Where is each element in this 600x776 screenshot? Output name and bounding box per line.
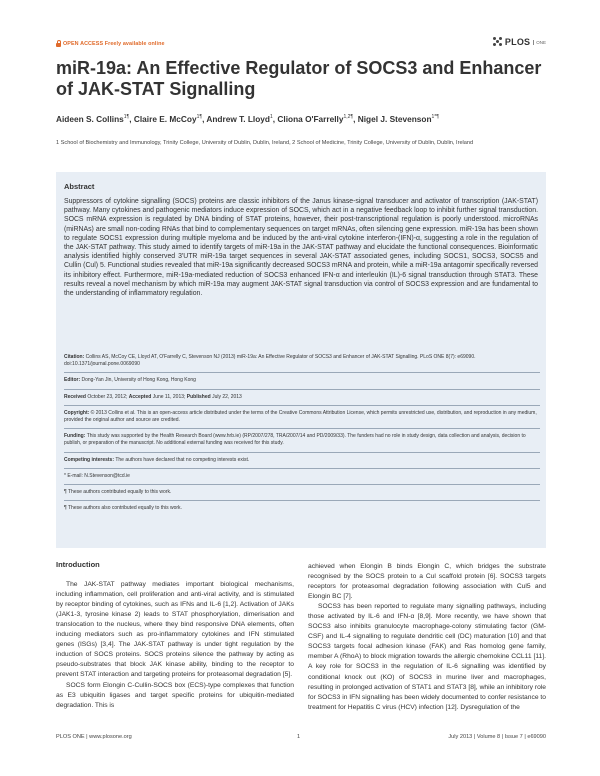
journal-header: [56, 37, 546, 54]
article-title: miR-19a: An Effective Regulator of SOCS3 and Enhancer of JAK-STAT Signalling: [56, 58, 542, 99]
divider: [64, 372, 540, 373]
author-list: Aideen S. Collins$^{1\P}$, Claire E. McCoy$^{1\P}$, Andrew T. Lloyd$^1$, Cliona O'Farrelly$^{1,2\P}$, Nigel J. Stevenson$^{1*\P}$: [56, 114, 439, 124]
page-number: 1: [297, 734, 301, 740]
paragraph: SOCS3 has been reported to regulate many signalling pathways, including those activated by IL-6 and IFN-α [8,9]. More recently, we have shown that SOCS3 also inhibits granulocyte macrophage-colony stimulating factor (GM-CSF) and IL-4 signalling to regulate dendritic cell (DC) maturation [10] and that SOCS3 targets focal adhesion kinase (FAK) and Ras homolog gene family, member A (RhoA) to block migration towards the allergic chemokine CCL11 [11]. A key role for SOCS3 in the regulation of IL-6 signalling was identified by conditional knock out (KO) of SOCS3 in murine liver and macrophages, resulting in prolonged activation of STAT1 and STAT3 [8], while an inhibitory role for SOCS3 in IFN signalling has been widely documented to confer resistance to treatment for Hepatitis C virus (HCV) infection [12]. Dysregulation of the: [308, 603, 546, 711]
divider: [64, 405, 540, 406]
divider: [64, 452, 540, 453]
open-access-label: OPEN ACCESS Freely available online: [63, 40, 165, 47]
article-metadata: [64, 354, 540, 516]
author: Claire E. McCoy: [133, 114, 197, 124]
email: * E-mail: N.Stevenson@tcd.ie: [64, 472, 130, 479]
open-access-badge: [56, 40, 165, 47]
author: Nigel J. Stevenson: [357, 114, 432, 124]
dates: Received October 23, 2012; Accepted June 11, 2013; Published July 22, 2013: [64, 393, 242, 400]
abstract-heading: Abstract: [64, 182, 95, 191]
author: Andrew T. Lloyd: [206, 114, 270, 124]
author: Aideen S. Collins: [56, 114, 124, 124]
page-footer: [56, 734, 546, 746]
paragraph: SOCS form Elongin C-Cullin-SOCS box (ECS)-type complexes that function as E3 ubiquitin ligases and target specific proteins for ubiquitin-mediated degradation. This is: [56, 681, 294, 709]
footer-issue: July 2013 | Volume 8 | Issue 7 | e69090: [448, 734, 546, 740]
citation: Citation: Collins AS, McCoy CE, Lloyd AT, O'Farrelly C, Stevenson NJ (2013) miR-19a: An Effective Regulator of SOCS3 and Enhancer of JAK-STAT Signalling. PLoS ONE 8(7): e69090. doi:10.1371/journal.pone.0069090: [64, 354, 476, 368]
competing-interests: Competing interests: The authors have declared that no competing interests exist.: [64, 456, 250, 463]
open-lock-icon: [56, 40, 61, 47]
divider: [64, 468, 540, 469]
section-heading: Introduction: [56, 560, 100, 569]
body-column-right: [308, 562, 546, 713]
equal-contribution-note-2: ¶ These authors also contributed equally to this work.: [64, 505, 182, 512]
author: Cliona O'Farrelly: [277, 114, 344, 124]
funding: Funding: This study was supported by the Health Research Board (www.hrb.ie) (RP/2007/278, TRA/2007/14 and PD/2009/33). The funders had no role in study design, data collection and analysis, decision to publish, or preparation of the manuscript. No additional external funding was received for this study.: [64, 433, 526, 447]
paragraph: achieved when Elongin B binds Elongin C, which bridges the substrate recognised by the SOCS protein to a Cul scaffold protein [6]. SOCS3 targets receptors for proteasomal degradation following association with Cul5 and Elongin BC [7].: [308, 563, 546, 601]
plos-logo-icon: [493, 37, 503, 47]
paragraph: The JAK-STAT pathway mediates important biological mechanisms, including inflammation, cell proliferation and anti-viral activity, and is stimulated by receptor binding of cytokines, such as IFNs and IL-6 [1,2]. Activation of JAKs (JAK1-3, tyrosine kinase 2) leads to STAT phosphorylation, dimerisation and translocation to the nucleus, where they bind responsive DNA elements, often inducing mediators such as pro-inflammatory cytokines and IFN stimulated genes (ISGs) [3,4]. The JAK-STAT pathway is under tight regulation by the induction of SOCS proteins. SOCS proteins silence the pathway by acting as pseudo-substrates that block JAK kinase ability, binding to the receptor to prevent STAT interaction and targeting proteins for proteasomal degradation [5].: [56, 581, 294, 679]
footer-journal: PLOS ONE | www.plosone.org: [56, 734, 132, 740]
affiliations: 1 School of Biochemistry and Immunology, Trinity College, University of Dublin, Dublin, Ireland, 2 School of Medicine, Trinity College, University of Dublin, Dublin, Ireland: [56, 140, 474, 146]
abstract-text: Suppressors of cytokine signalling (SOCS) proteins are classic inhibitors of the Janus kinase-signal transducer and activator of transcription (JAK-STAT) pathway. Many cytokines and pathogenic mediators induce expression of SOCS, which act in a negative feedback loop to inhibit further signal transduction. SOCS mRNA expression is regulated by DNA binding of STAT proteins, however, their post-transcriptional regulation is poorly understood. microRNAs (miRNAs) are small non-coding RNAs that bind to complementary sequences on target mRNAs, often silencing gene expression. miR-19a has been shown to regulate SOCS1 expression during multiple myeloma and be induced by the anti-viral cytokine interferon-(IFN)-α, suggesting a role in the regulation of the JAK-STAT pathway. This study aimed to identify targets of miR-19a in the JAK-STAT pathway and elucidate the functional consequences. Bioinformatic analysis identified highly conserved 3'UTR miR-19a target sequences in several JAK-STAT associated genes, including SOCS1, SOCS3, SOCS5 and Cullin (Cul) 5. Functional studies revealed that miR-19a significantly decreased SOCS3 mRNA and protein, while a miR-19a antagomir specifically reversed its inhibitory effect. Furthermore, miR-19a-mediated reduction of SOCS3 enhanced IFN-α and interleukin (IL)-6 signal transduction through STAT3. These results reveal a novel mechanism by which miR-19a may augment JAK-STAT signal transduction via control of SOCS3 expression and are fundamental to the understanding of inflammatory regulation.: [64, 198, 538, 298]
divider: [64, 428, 540, 429]
plos-logo: [493, 37, 546, 47]
divider: [64, 484, 540, 485]
divider: [64, 500, 540, 501]
plos-logo-text: PLOS: [504, 37, 531, 47]
divider: [64, 389, 540, 390]
abstract-box: [56, 172, 546, 548]
copyright: Copyright: © 2013 Collins et al. This is an open-access article distributed under the terms of the Creative Commons Attribution License, which permits unrestricted use, distribution, and reproduction in any medium, provided the original author and source are credited.: [64, 409, 537, 424]
body-column-left: [56, 560, 294, 711]
editor: Editor: Dong-Yan Jin, University of Hong Kong, Hong Kong: [64, 377, 196, 384]
plos-logo-sub: ONE: [533, 40, 546, 45]
equal-contribution-note: ¶ These authors contributed equally to this work.: [64, 489, 172, 496]
